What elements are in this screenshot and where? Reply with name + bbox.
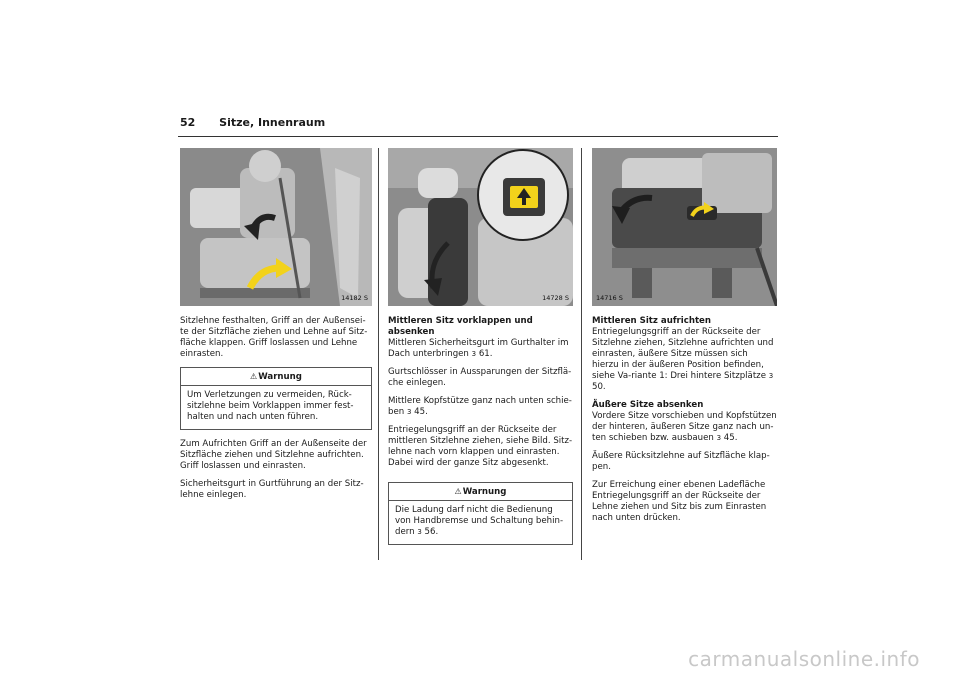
- warning-box: [388, 482, 573, 545]
- warning-title: ⚠Warnung: [389, 483, 572, 501]
- warning-title: ⚠Warnung: [181, 368, 371, 386]
- warning-triangle-icon: ⚠: [250, 372, 258, 381]
- warning-text: Die Ladung darf nicht die Bedienung von Handbremse und Schaltung behin-dern 3 56.: [395, 505, 564, 537]
- paragraph: Äußere Rücksitzlehne auf Sitzfläche klap-pen.: [592, 451, 770, 472]
- figure-middle-seat-raise: [592, 148, 777, 306]
- paragraph: Zur Erreichung einer ebenen Ladefläche Entriegelungsgriff an der Rückseite der Lehne ziehen und Sitz bis zum Einrasten nach unten drücken.: [592, 480, 767, 523]
- column-3: [592, 148, 777, 531]
- paragraph: Äußere Sitze absenken Vordere Sitze vorschieben und Kopfstützen der hinteren, äußeren Sitze ganz nach un-ten schieben bzw. ausbauen 3 45.: [592, 400, 777, 443]
- section-heading: Mittleren Sitz aufrichten: [592, 316, 712, 326]
- warning-text: Um Verletzungen zu vermeiden, Rück-sitzlehne beim Vorklappen immer fest-halten und nach unten führen.: [187, 390, 354, 422]
- column-divider-1: [378, 148, 379, 560]
- figure-id: 14182 S: [341, 294, 368, 302]
- paragraph: Zum Aufrichten Griff an der Außenseite der Sitzfläche ziehen und Sitzlehne aufrichten. Griff loslassen und einrasten.: [180, 439, 367, 471]
- page-header: [180, 116, 325, 129]
- reference-arrow-icon: 3: [406, 408, 412, 416]
- warning-box: [180, 367, 372, 430]
- watermark: carmanualsonline.info: [688, 647, 920, 671]
- paragraph: Mittlere Kopfstütze ganz nach unten schie-ben 3 45.: [388, 396, 572, 417]
- column-divider-2: [581, 148, 582, 560]
- reference-arrow-icon: 3: [471, 350, 477, 358]
- seat-illustration-3: [592, 148, 777, 306]
- paragraph: Mittleren Sitz vorklappen und absenken Mittleren Sicherheitsgurt im Gurthalter im Dach unterbringen 3 61.: [388, 316, 569, 359]
- column-2: [388, 148, 573, 554]
- reference-arrow-icon: 3: [768, 372, 774, 380]
- paragraph: Sicherheitsgurt in Gurtführung an der Sitz-lehne einlegen.: [180, 479, 364, 500]
- section-heading: Äußere Sitze absenken: [592, 400, 704, 410]
- figure-seat-fold-outer: [180, 148, 372, 306]
- warning-triangle-icon: ⚠: [454, 487, 462, 496]
- paragraph: Mittleren Sitz aufrichten Entriegelungsgriff an der Rückseite der Sitzlehne ziehen, Sitzlehne aufrichten und einrasten, äußere Sitze müssen sich hierzu in der äußeren Position befinden, siehe Va-riante 1: Drei hintere Sitzplätze 3 50.: [592, 316, 774, 392]
- reference-arrow-icon: 3: [417, 528, 422, 536]
- reference-arrow-icon: 3: [716, 434, 722, 442]
- paragraph: Sitzlehne festhalten, Griff an der Außensei-te der Sitzfläche ziehen und Lehne auf Sitz-fläche klappen. Griff loslassen und Lehne einrasten.: [180, 316, 368, 359]
- page-number: 52: [180, 116, 196, 129]
- page-title: Sitze, Innenraum: [219, 116, 326, 129]
- seat-illustration-2: [388, 148, 573, 306]
- header-rule: [178, 136, 778, 137]
- seat-illustration-1: [180, 148, 372, 306]
- figure-id: 14716 S: [596, 294, 623, 302]
- column-1: [180, 148, 372, 508]
- figure-id: 14728 S: [542, 294, 569, 302]
- section-heading: Mittleren Sitz vorklappen und absenken: [388, 316, 533, 337]
- paragraph: Gurtschlösser in Aussparungen der Sitzflä-che einlegen.: [388, 367, 572, 388]
- figure-middle-seat-fold: [388, 148, 573, 306]
- paragraph: Entriegelungsgriff an der Rückseite der mittleren Sitzlehne ziehen, siehe Bild. Sitz-lehne nach vorn klappen und einrasten. Dabei wird der ganze Sitz abgesenkt.: [388, 425, 573, 468]
